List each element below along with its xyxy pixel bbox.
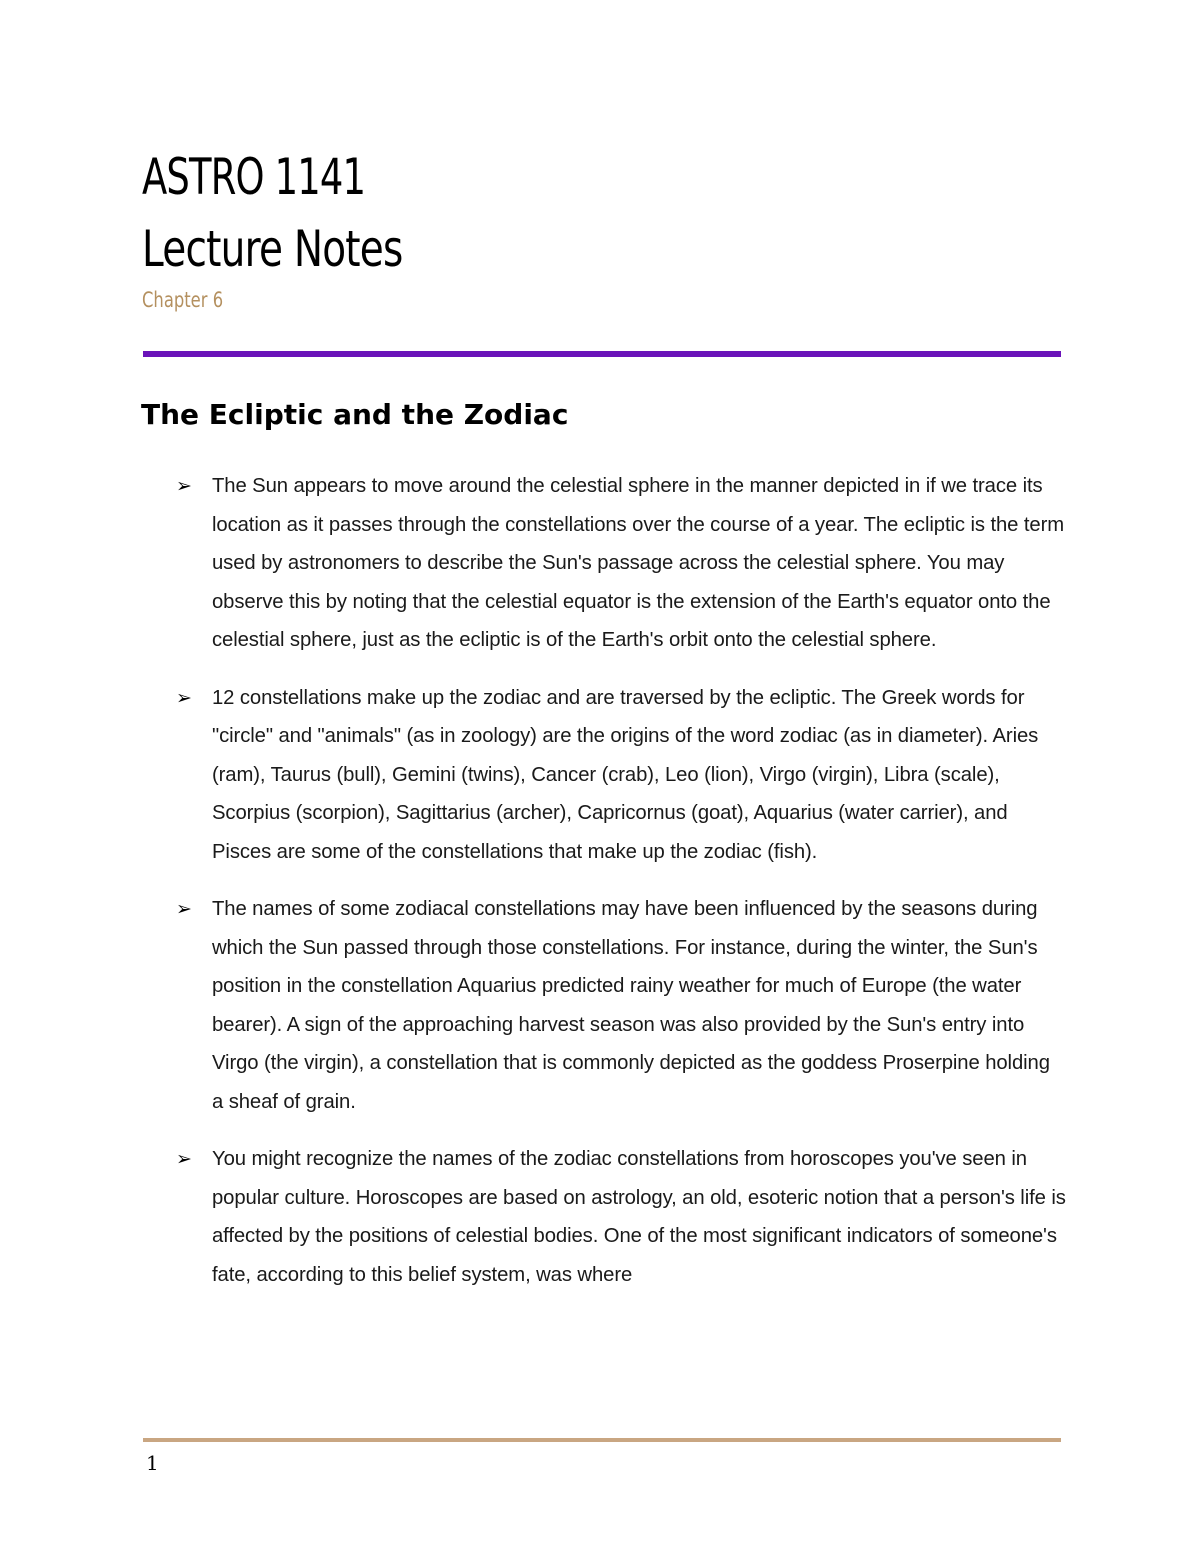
list-item	[176, 890, 1066, 1121]
header-divider	[143, 351, 1061, 357]
bullet-text: The names of some zodiacal constellations may have been influenced by the seasons during which the Sun passed through those constellations. For instance, during the winter, the Sun's position in the constellation Aquarius predicted rainy weather for much of Europe (the water bearer). A sign of the approaching harvest season was also provided by the Sun's entry into Virgo (the virgin), a constellation that is commonly depicted as the goddess Proserpine holding a sheaf of grain.	[212, 898, 1050, 1113]
bullet-list	[176, 467, 1066, 1313]
document-title: ASTRO 1141	[142, 148, 366, 206]
footer-divider	[143, 1438, 1061, 1442]
list-item	[176, 1140, 1066, 1294]
list-item	[176, 679, 1066, 872]
section-heading: The Ecliptic and the Zodiac	[141, 398, 569, 431]
bullet-text: You might recognize the names of the zodiac constellations from horoscopes you've seen in popular culture. Horoscopes are based on astrology, an old, esoteric notion that a person's life is affected by the positions of celestial bodies. One of the most significant indicators of someone's fate, according to this belief system, was where	[212, 1148, 1066, 1286]
chapter-label: Chapter 6	[142, 288, 224, 312]
page-number: 1	[146, 1451, 159, 1475]
list-item	[176, 467, 1066, 660]
arrowhead-bullet-icon: ➢	[176, 475, 192, 497]
arrowhead-bullet-icon: ➢	[176, 898, 192, 920]
arrowhead-bullet-icon: ➢	[176, 686, 192, 709]
document-subtitle: Lecture Notes	[142, 220, 403, 278]
bullet-text: 12 constellations make up the zodiac and are traversed by the ecliptic. The Greek words for "circle" and "animals" (as in zoology) are the origins of the word zodiac (as in diameter). Aries (ram), Taurus (bull), Gemini (twins), Cancer (crab), Leo (lion), Virgo (virgin), Libra (scale), Scorpius (scorpion), Sagittarius (archer), Capricornus (goat), Aquarius (water carrier), and Pisces are some of the constellations that make up the zodiac (fish).	[212, 686, 1039, 863]
bullet-text: The Sun appears to move around the celestial sphere in the manner depicted in if we trace its location as it passes through the constellations over the course of a year. The ecliptic is the term used by astronomers to describe the Sun's passage across the celestial sphere. You may observe this by noting that the celestial equator is the extension of the Earth's equator onto the celestial sphere, just as the ecliptic is of the Earth's orbit onto the celestial sphere.	[212, 475, 1065, 651]
arrowhead-bullet-icon: ➢	[176, 1148, 192, 1170]
